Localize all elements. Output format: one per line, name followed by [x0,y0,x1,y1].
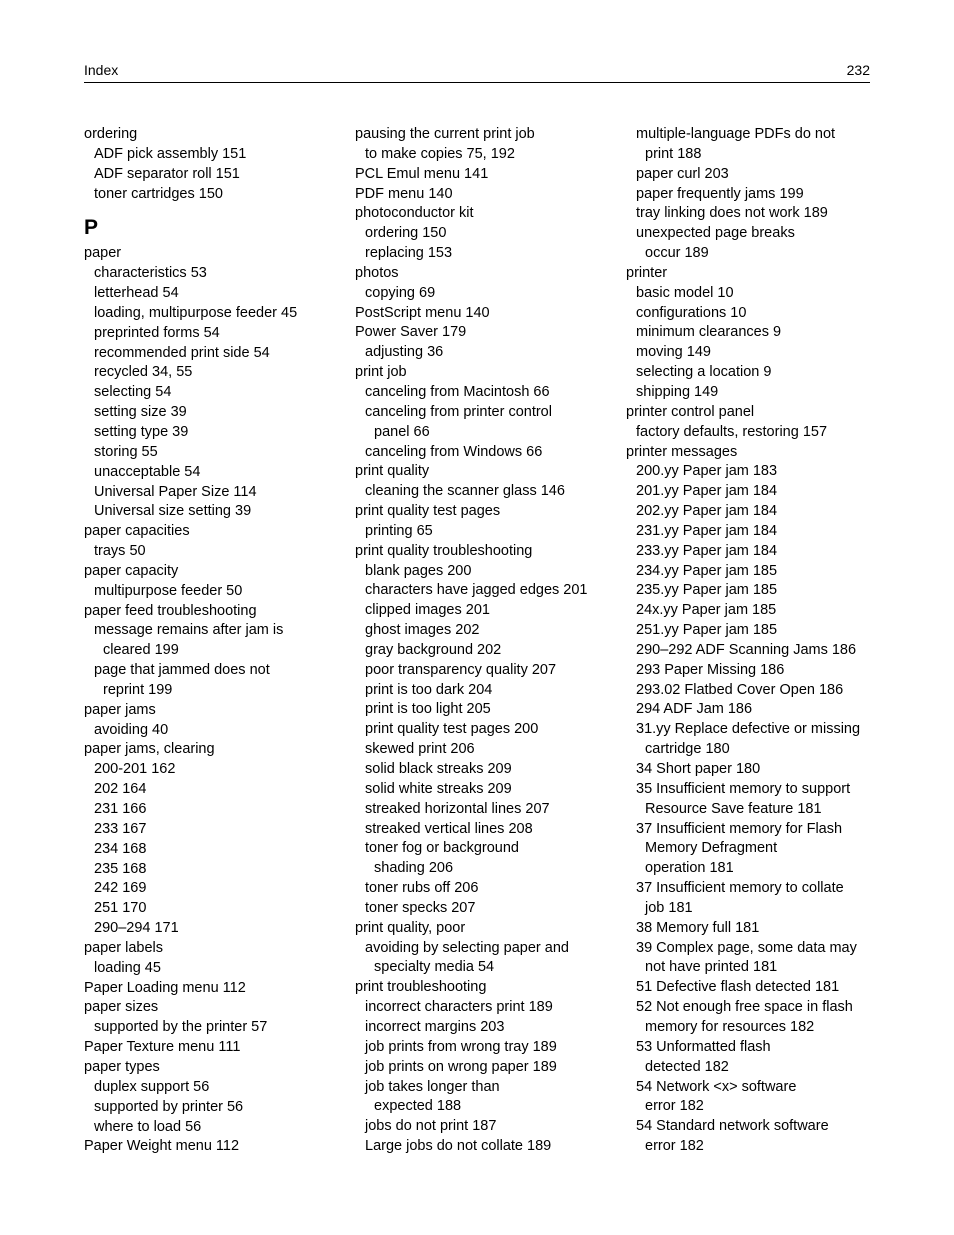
index-column-3 [626,125,884,1157]
index-entry: paper sizes [84,999,159,1016]
index-subentry: Universal size setting 39 [94,503,252,520]
index-entry: print quality troubleshooting [355,542,533,559]
index-subentry: skewed print 206 [365,741,475,758]
index-subentry: loading, multipurpose feeder 45 [94,304,298,321]
index-subentry: Memory Defragment [645,840,778,857]
index-entry: print quality test pages [355,503,501,520]
index-subentry: 234.yy Paper jam 185 [636,562,778,579]
index-subentry: message remains after jam is [94,622,284,639]
index-subentry: recommended print side 54 [94,344,270,361]
index-subentry: cleared 199 [103,642,179,659]
index-subentry: canceling from Windows 66 [365,443,543,460]
index-subentry: page that jammed does not [94,662,270,679]
index-subentry: incorrect margins 203 [365,1018,505,1035]
index-subentry: canceling from printer control [365,403,552,420]
index-subentry: 200-201 162 [94,761,176,778]
index-subentry: recycled 34, 55 [94,364,193,381]
index-entry: PDF menu 140 [355,185,453,202]
index-subentry: poor transparency quality 207 [365,661,557,678]
index-subentry: paper curl 203 [636,165,729,182]
index-subentry: 34 Short paper 180 [636,761,761,777]
index-subentry: characteristics 53 [94,265,207,282]
index-subentry: selecting a location 9 [636,364,772,381]
index-subentry: duplex support 56 [94,1078,210,1095]
index-subentry: selecting 54 [94,384,172,401]
index-subentry: streaked vertical lines 208 [365,820,533,837]
index-subentry: 251 170 [94,900,147,917]
index-subentry: avoiding 40 [94,721,169,738]
index-subentry: 39 Complex page, some data may [636,939,857,956]
index-subentry: multiple-language PDFs do not [636,126,836,142]
index-subentry: loading 45 [94,959,161,976]
index-subentry: shading 206 [374,860,454,877]
index-subentry: Universal Paper Size 114 [94,483,257,500]
index-subentry: supported by the printer 57 [94,1019,268,1036]
index-subentry: 201.yy Paper jam 184 [636,483,778,500]
index-subentry: ADF separator roll 151 [94,165,240,182]
index-entry: paper jams, clearing [84,741,215,758]
index-entry: print troubleshooting [355,979,487,996]
index-entry: paper jams [84,701,156,718]
index-subentry: print is too dark 204 [365,681,493,698]
index-entry: Power Saver 179 [355,324,467,341]
index-entry: paper capacities [84,523,190,540]
index-subentry: 37 Insufficient memory for Flash [636,820,843,837]
index-subentry: 202.yy Paper jam 184 [636,503,778,520]
index-entry: Paper Weight menu 112 [84,1138,240,1155]
index-entry: photoconductor kit [355,205,474,222]
index-entry: paper capacity [84,562,179,579]
index-entry: paper [84,245,122,262]
index-subentry: letterhead 54 [94,285,179,302]
index-subentry: preprinted forms 54 [94,324,220,341]
index-subentry: characters have jagged edges 201 [365,582,588,599]
index-subentry: 24x.yy Paper jam 185 [636,602,777,619]
index-subentry: solid black streaks 209 [365,761,512,777]
index-subentry: 51 Defective flash detected 181 [636,979,840,996]
index-entry: ordering [84,126,138,142]
index-subentry: error 182 [645,1138,704,1155]
index-subentry: streaked horizontal lines 207 [365,800,550,817]
index-subentry: 37 Insufficient memory to collate [636,880,844,897]
index-subentry: trays 50 [94,543,146,560]
index-entry: PCL Emul menu 141 [355,165,489,182]
index-entry: paper types [84,1058,160,1075]
index-subentry: toner specks 207 [365,899,476,916]
index-subentry: toner rubs off 206 [365,880,479,897]
index-subentry: multipurpose feeder 50 [94,582,243,599]
index-subentry: tray linking does not work 189 [636,205,828,222]
index-subentry: 231 166 [94,801,147,817]
index-letter-heading: P [84,216,99,240]
index-subentry: ADF pick assembly 151 [94,145,247,162]
index-subentry: printing 65 [365,522,433,539]
index-subentry: 294 ADF Jam 186 [636,701,753,718]
index-subentry: gray background 202 [365,641,502,658]
index-subentry: replacing 153 [365,245,453,262]
index-subentry: 235.yy Paper jam 185 [636,582,778,599]
index-subentry: factory defaults, restoring 157 [636,423,828,440]
index-subentry: where to load 56 [94,1118,202,1135]
index-subentry: expected 188 [374,1098,462,1115]
index-subentry: print quality test pages 200 [365,721,539,738]
index-subentry: blank pages 200 [365,562,472,579]
index-subentry: setting size 39 [94,404,187,421]
index-entry: pausing the current print job [355,126,535,142]
index-subentry: 233 167 [94,820,147,837]
index-subentry: 200.yy Paper jam 183 [636,463,778,480]
section-title: Index [84,62,119,78]
index-subentry: not have printed 181 [645,959,778,976]
index-subentry: 233.yy Paper jam 184 [636,542,778,559]
index-subentry: 242 169 [94,880,147,897]
page-number: 232 [846,62,870,78]
index-subentry: shipping 149 [636,383,719,400]
index-subentry: setting type 39 [94,423,189,440]
index-entry: paper labels [84,939,163,956]
index-subentry: toner cartridges 150 [94,185,223,202]
index-subentry: specialty media 54 [374,959,495,976]
index-entry: Paper Texture menu 111 [84,1039,241,1056]
index-subentry: 31.yy Replace defective or missing [636,721,861,738]
index-subentry: avoiding by selecting paper and [365,939,569,956]
index-subentry: print 188 [645,145,702,162]
index-entry: paper feed troubleshooting [84,602,257,619]
index-subentry: 54 Network <x> software [636,1078,797,1095]
index-entry: printer control panel [626,403,755,420]
index-subentry: unacceptable 54 [94,463,201,480]
index-column-1 [84,125,342,1157]
index-subentry: clipped images 201 [365,602,490,619]
index-subentry: minimum clearances 9 [636,324,782,341]
index-subentry: configurations 10 [636,304,747,321]
index-subentry: supported by printer 56 [94,1098,244,1115]
index-subentry: incorrect characters print 189 [365,999,553,1016]
index-entry: print quality [355,463,430,480]
index-subentry: 202 164 [94,781,147,798]
index-subentry: operation 181 [645,860,734,877]
index-subentry: 234 168 [94,840,147,857]
index-subentry: error 182 [645,1098,704,1115]
index-subentry: moving 149 [636,344,711,361]
index-column-2 [355,125,613,1157]
index-subentry: memory for resources 182 [645,1018,815,1035]
index-subentry: jobs do not print 187 [365,1118,497,1135]
index-subentry: storing 55 [94,443,158,460]
index-subentry: detected 182 [645,1058,729,1075]
index-subentry: panel 66 [374,423,430,440]
index-subentry: 53 Unformatted flash [636,1038,771,1055]
index-subentry: job prints from wrong tray 189 [365,1038,557,1055]
index-subentry: toner fog or background [365,840,519,857]
index-subentry: 38 Memory full 181 [636,919,760,936]
index-entry: printer [626,264,668,281]
index-subentry: Large jobs do not collate 189 [365,1138,552,1155]
index-entry: printer messages [626,443,738,460]
index-subentry: adjusting 36 [365,344,444,361]
index-subentry: cartridge 180 [645,741,730,758]
index-subentry: to make copies 75, 192 [365,145,515,162]
index-entry: Paper Loading menu 112 [84,979,246,996]
index-subentry: 293.02 Flatbed Cover Open 186 [636,681,844,698]
index-entry: print quality, poor [355,919,466,936]
index-subentry: 235 168 [94,860,147,877]
index-subentry: job 181 [645,899,693,916]
index-subentry: ghost images 202 [365,622,480,639]
index-subentry: cleaning the scanner glass 146 [365,483,565,500]
index-entry: print job [355,364,407,381]
index-subentry: print is too light 205 [365,701,491,718]
index-subentry: 35 Insufficient memory to support [636,780,851,797]
index-subentry: occur 189 [645,245,709,262]
index-subentry: paper frequently jams 199 [636,185,804,202]
index-entry: photos [355,264,399,281]
index-subentry: basic model 10 [636,284,734,301]
index-subentry: 293 Paper Missing 186 [636,661,785,678]
index-subentry: unexpected page breaks [636,225,795,242]
index-subentry: 290–294 171 [94,920,179,937]
index-subentry: 54 Standard network software [636,1118,829,1135]
index-subentry: reprint 199 [103,681,173,698]
index-subentry: Resource Save feature 181 [645,800,822,817]
index-subentry: canceling from Macintosh 66 [365,383,550,400]
index-subentry: 290–292 ADF Scanning Jams 186 [636,641,857,658]
index-subentry: 231.yy Paper jam 184 [636,522,778,539]
index-subentry: solid white streaks 209 [365,780,512,797]
index-subentry: ordering 150 [365,225,447,242]
index-subentry: job prints on wrong paper 189 [365,1058,557,1075]
index-entry: PostScript menu 140 [355,304,490,321]
index-subentry: 251.yy Paper jam 185 [636,622,778,639]
index-subentry: copying 69 [365,284,436,301]
page-header [84,60,870,83]
index-subentry: job takes longer than [365,1078,500,1095]
index-subentry: 52 Not enough free space in flash [636,999,853,1016]
